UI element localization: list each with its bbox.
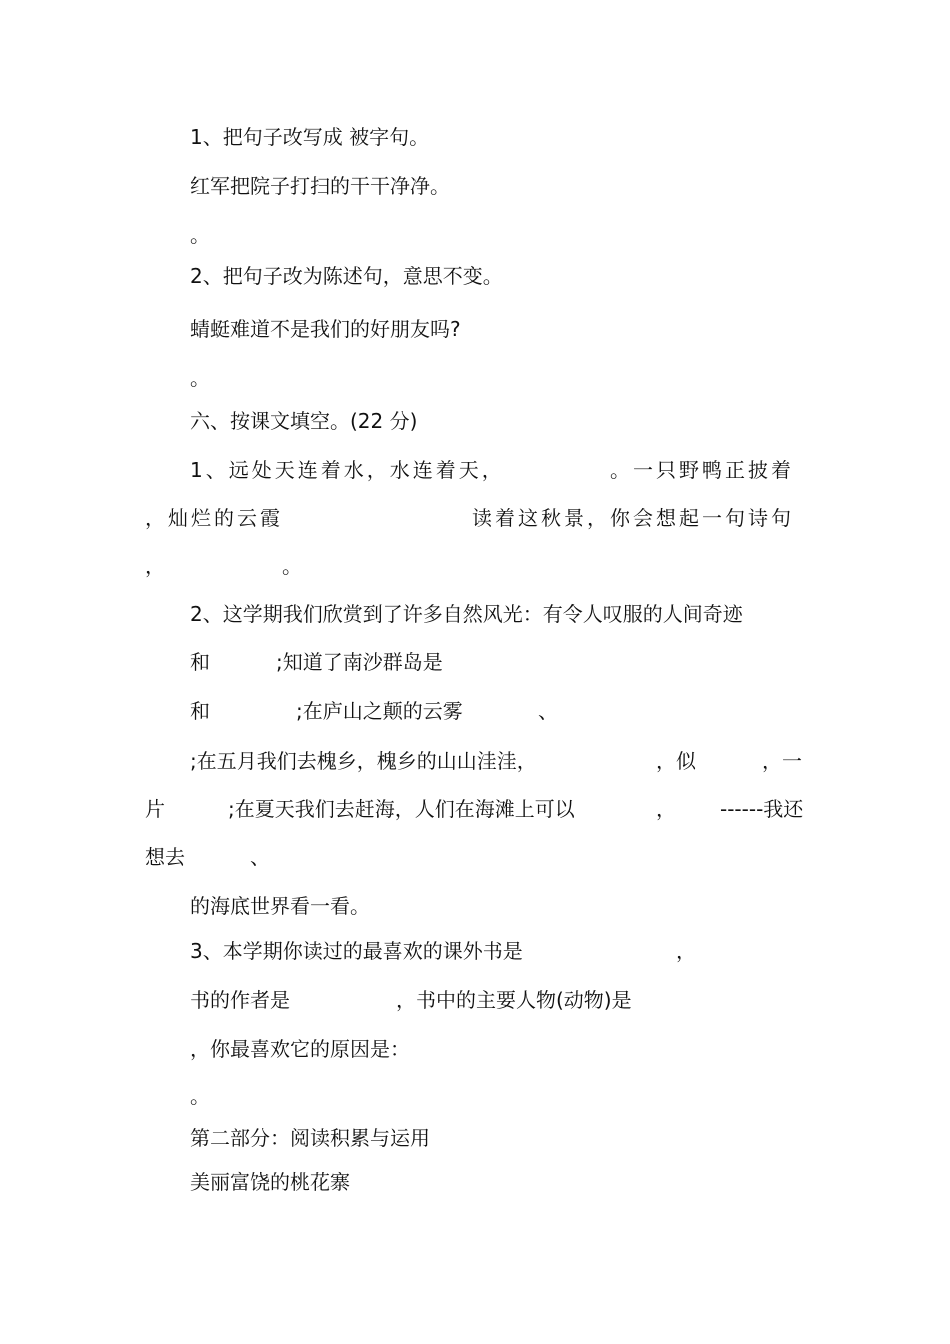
fill-3-line3: ，你最喜欢它的原因是： (190, 1037, 410, 1061)
question-rewrite-passive: 1、把句子改写成 被字句。 (190, 125, 430, 149)
sentence-red-army: 红军把院子打扫的干干净净。 (190, 174, 450, 198)
fill-2-line2-b: ;知道了南沙群岛是 (276, 650, 443, 674)
fill-2-line4-a: ;在五月我们去槐乡，槐乡的山山洼洼， (190, 749, 537, 773)
fill-2-line5-a: 片 (145, 797, 165, 821)
fill-2-line2-a: 和 (190, 650, 210, 674)
question-rewrite-declarative: 2、把句子改为陈述句，意思不变。 (190, 264, 503, 288)
fill-3-line1-b: ， (676, 939, 696, 963)
fill-1-part-a: 1、远处天连着水，水连着天， (190, 458, 505, 482)
fill-1-part-b: 。一只野鸭正披着 (610, 458, 794, 482)
fill-1-line2-b: 读着这秋景，你会想起一句诗句 (472, 506, 794, 530)
fill-2-line6-a: 想去 (145, 845, 185, 869)
fill-3-line2-a: 书的作者是 (190, 988, 290, 1012)
fill-1-line2-a: ，灿烂的云霞 (145, 506, 283, 530)
fill-2-line3-b: ;在庐山之颠的云雾 (296, 699, 463, 723)
answer-blank-end-1: 。 (190, 223, 210, 247)
fill-2-line5-d: ------我还 (720, 797, 804, 821)
fill-3-line2-b: ，书中的主要人物(动物)是 (396, 988, 632, 1012)
fill-2-line5-b: ;在夏天我们去赶海，人们在海滩上可以 (228, 797, 575, 821)
fill-2-line7: 的海底世界看一看。 (190, 894, 370, 918)
fill-2-line1: 2、这学期我们欣赏到了许多自然风光：有令人叹服的人间奇迹 (190, 602, 743, 626)
fill-1-line3-b: 。 (282, 554, 302, 578)
fill-2-line4-b: ，似 (656, 749, 696, 773)
fill-1-line3-a: ， (145, 554, 165, 578)
answer-blank-end-3: 。 (190, 1084, 210, 1108)
fill-2-line5-c: ， (656, 797, 676, 821)
answer-blank-end-2: 。 (190, 366, 210, 390)
fill-2-line4-c: ，一 (762, 749, 802, 773)
fill-2-line3-a: 和 (190, 699, 210, 723)
section-six-heading: 六、按课文填空。(22 分) (190, 409, 418, 433)
fill-2-line6-b: 、 (250, 845, 270, 869)
part-two-heading: 第二部分：阅读积累与运用 (190, 1126, 430, 1150)
fill-3-line1-a: 3、本学期你读过的最喜欢的课外书是 (190, 939, 523, 963)
reading-title: 美丽富饶的桃花寨 (190, 1170, 350, 1194)
sentence-dragonfly: 蜻蜓难道不是我们的好朋友吗? (190, 317, 461, 341)
fill-2-line3-c: 、 (538, 699, 558, 723)
